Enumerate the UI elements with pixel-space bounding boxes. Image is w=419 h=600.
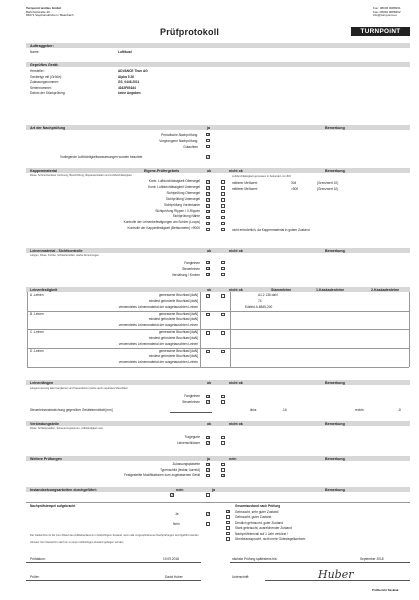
- gesamt-item-5: Überbeanssprucht, nicht mehr Gütesiegelkonform: [235, 537, 306, 541]
- art-periodisch-checkbox[interactable]: [206, 133, 210, 137]
- naechste-pruefung-value: September 2018: [360, 557, 384, 561]
- verbindung-cb-0-ok[interactable]: [206, 436, 210, 440]
- festigkeit-a-row-0: gemessene Bruchlast [daN]: [158, 293, 198, 297]
- festigkeit-col-kaskade2: 2.Kaskadenleine: [371, 287, 400, 292]
- laengen-fang: Fangleinen: [184, 394, 200, 398]
- festigkeit-d-ok[interactable]: [206, 350, 210, 354]
- instand-nein-label: nein: [176, 487, 184, 492]
- kappen-cb-2-nok[interactable]: [221, 192, 225, 196]
- verbindung-cb-1-nok[interactable]: [221, 441, 225, 445]
- gesamt-cb-3[interactable]: [226, 526, 230, 530]
- laengen-steuer-label: Steuerleinenabweichung gegenüber Gerätekennblatt [mm]: [30, 408, 113, 412]
- contact-fax: Fax: 08036 9088362: [373, 9, 401, 14]
- kappen-remark-1-grenz: (Grenzwert 10): [317, 187, 339, 191]
- art-vorgezogen: Vorgezogene Nachprüfung:: [159, 139, 198, 143]
- leinen-sicht-cb-2-nok[interactable]: [221, 273, 225, 277]
- art-bar: [26, 125, 410, 130]
- zulassung-value: GS_0446.2011: [118, 80, 140, 84]
- hersteller-value: ADVANCE Thun AG: [118, 69, 148, 73]
- geraet-heading: Geprüftes Gerät:: [30, 62, 59, 67]
- laengen-nichtok-header: nicht ok: [229, 380, 243, 385]
- instand-ja-label: ja: [212, 487, 215, 492]
- stempel-ja-label: Ja: [175, 512, 179, 516]
- verbindung-bemerkung-header: Bemerkung: [325, 421, 345, 426]
- art-heading: Art der Nachprüfung: [30, 125, 66, 130]
- festigkeit-a-row-1: mindest geforderte Bruchlast [daN]: [148, 298, 198, 303]
- geraet-labels: [30, 69, 65, 97]
- festigkeit-a-nok[interactable]: [221, 294, 225, 298]
- naechste-pruefung-label: nächste Prüfung spätestens bis:: [232, 557, 278, 561]
- leinen-sicht-bemerkung-header: Bemerkung: [325, 248, 345, 253]
- festigkeit-a-min: 74: [258, 299, 262, 303]
- serien-value: 4162F69184: [118, 85, 136, 90]
- company-name: Turnpoint textiles GmbH: [26, 6, 61, 10]
- kappen-cb-6-ok[interactable]: [206, 216, 210, 220]
- kappen-items: [30, 179, 200, 232]
- leinen-sicht-vernaehung: Vernähung / Knoten: [171, 273, 200, 277]
- festigkeit-heading: Leinenfestigkeit: [30, 287, 58, 292]
- gesamt-item-2: Deutlich gebraucht, guter Zustand: [235, 520, 284, 525]
- kappen-cb-1-nok[interactable]: [221, 186, 225, 190]
- kappen-item-4: Sichtprüfung Vorderkante: [164, 202, 200, 207]
- kappen-cb-7-nok[interactable]: [221, 222, 225, 226]
- auftraggeber-bar: [26, 43, 410, 48]
- kappen-col-header: Eigene-Prüfergebnis: [144, 168, 180, 173]
- verbindung-nichtok-header: nicht ok: [229, 421, 243, 426]
- gesamt-cb-0[interactable]: [226, 510, 230, 514]
- company-street: Bahnhofstraße 40: [26, 9, 50, 14]
- festigkeit-d-rows: [60, 349, 198, 366]
- kappen-remark-0-value: 304: [291, 181, 297, 185]
- art-note-checkbox[interactable]: [206, 155, 210, 159]
- verbindung-sub: Risse, Schleissstellen, Scheuerungsspuren, vollständigkeit usw.: [30, 427, 104, 430]
- kappen-item-5: Sichtprüfung Rippen / V-Rippen: [155, 208, 200, 213]
- weitere-plakette: Zulassungsplakette: [172, 462, 200, 466]
- kappen-cb-3-ok[interactable]: [206, 198, 210, 202]
- kappen-item-0: Kontr. Luftdurchlässigkeit Obersegel: [148, 179, 200, 183]
- datum-stueck-value: keine Angaben: [118, 91, 141, 95]
- kappen-cb-1-ok[interactable]: [206, 186, 210, 190]
- gesamt-items: [235, 510, 305, 543]
- kappen-remark-title: Luftdurchlässigkeit gemessen in Sekunden mit JDC: [232, 175, 292, 178]
- kappen-cb-8-ok[interactable]: [206, 228, 210, 232]
- doc-name: Prüfbericht Desktak: [372, 588, 399, 592]
- festigkeit-a-material: Edelrid A-8845-200: [245, 305, 273, 309]
- leinen-sicht-cb-1-nok[interactable]: [221, 267, 225, 271]
- weitere-ja-header: ja: [207, 456, 210, 461]
- leinen-sicht-cb-2-ok[interactable]: [206, 273, 210, 277]
- instand-nein-checkbox[interactable]: [170, 493, 174, 497]
- laengen-rechts-label: rechts: [355, 408, 364, 412]
- laengen-steuer: Steuerleinen: [182, 399, 200, 404]
- verbindung-items: [60, 435, 200, 446]
- kappen-cb-5-nok[interactable]: [221, 210, 225, 214]
- gesamt-heading: Gesamtzustand nach Prüfung: [235, 504, 281, 508]
- festigkeit-b-rows: [60, 312, 198, 329]
- pruefer-label: Prüfer:: [30, 575, 40, 579]
- festigkeit-a-ok[interactable]: [206, 294, 210, 298]
- kappen-item-8: Kontrolle der Kappenfestigkeit (Bettsometer) >9000: [127, 226, 200, 231]
- auftraggeber-heading: Auftraggeber:: [30, 43, 54, 48]
- festigkeit-c-row-1: mindest geforderte Bruchlast [daN]: [148, 335, 198, 340]
- weitere-cb-0-ja[interactable]: [206, 463, 210, 467]
- weitere-nein-header: nein: [229, 456, 237, 461]
- kappen-nichtok-header: nicht ok: [229, 168, 243, 173]
- leinen-sicht-sub: Längen, Risse, Knicke, Schlaufenstiller, starke Abnutzungen: [30, 254, 100, 257]
- art-note: Vorliegende Lufttüchtigkeitsanweisungen wurden beachtet: [60, 155, 143, 159]
- kappen-heading: Kappenmaterial: [30, 168, 57, 173]
- signature: Huber: [318, 568, 354, 581]
- laengen-heading: Leinenlängen: [30, 380, 54, 385]
- festigkeit-d-nok[interactable]: [221, 350, 225, 354]
- art-ja-header: ja: [207, 125, 210, 130]
- weitere-cb-1-ja[interactable]: [206, 468, 210, 472]
- kappen-cb-0-nok[interactable]: [221, 180, 225, 184]
- weitere-cb-2-ja[interactable]: [206, 474, 210, 478]
- art-vorgezogen-checkbox[interactable]: [206, 139, 210, 143]
- laengen-items: [60, 394, 200, 405]
- verbindung-ok-header: ok: [207, 421, 212, 426]
- weitere-cb-2-nein[interactable]: [221, 474, 225, 478]
- zulassung-label: Zulassungsnummer:: [30, 80, 59, 84]
- laengen-sub: Längenmessung aller Fangleinen und Steuerleinen (siehe auch separates Messblatt): [30, 387, 128, 390]
- festigkeit-c-ok[interactable]: [206, 331, 210, 335]
- laengen-bemerkung-header: Bemerkung: [325, 380, 345, 385]
- laengen-cb-1-nok[interactable]: [221, 400, 225, 404]
- instand-heading: Instandsetzungsarbeiten durchgeführt:: [30, 487, 97, 492]
- stempel-nein-label: Nein: [173, 522, 180, 526]
- festigkeit-b-nok[interactable]: [221, 313, 225, 317]
- company-city: 83071 Stephanskirchen / Baierbach: [26, 13, 74, 18]
- kappen-remark-1-value: >500: [291, 187, 299, 191]
- leinen-sicht-heading: Leinenmaterial - Sichtkontrolle: [30, 248, 83, 253]
- kappen-cb-0-ok[interactable]: [206, 180, 210, 184]
- kappen-cb-3-nok[interactable]: [221, 198, 225, 202]
- instand-bar: [26, 487, 410, 492]
- art-periodisch: Periodische-Nachprüfung:: [161, 133, 198, 137]
- festigkeit-bar: [26, 287, 410, 292]
- leinen-sicht-ok-header: ok: [207, 248, 212, 253]
- kappen-item-7: Kontrolle der Leinenbefestigungen am Schirm (Loops): [123, 220, 200, 225]
- kappen-cb-8-nok[interactable]: [221, 228, 225, 232]
- kappen-item-3: Sichtprüfung Untersegel: [165, 196, 200, 201]
- pruefdatum-value: 19.09.2018: [163, 557, 179, 561]
- kappen-remark-0-grenz: (Grenzwert 10): [317, 181, 339, 185]
- laengen-links-value: -16: [282, 408, 287, 412]
- leinen-sicht-items: [60, 260, 200, 278]
- festigkeit-d-row-2: verwendetes Leinenmaterial der ausgetauschten Leinen: [118, 360, 198, 365]
- stempel-nein-checkbox[interactable]: [206, 522, 210, 526]
- gesamt-item-4: Nachprüfintervall auf 1 Jahr verkürzt !: [235, 531, 288, 536]
- festigkeit-c-name: C -Leinen: [30, 330, 44, 334]
- kappen-item-2: Sichtprüfung Obersegel: [166, 190, 200, 195]
- festigkeit-c-row-2: verwendetes Leinenmaterial der ausgetauschten Leinen: [118, 341, 198, 346]
- kappen-bemerkung-header: Bemerkung: [325, 168, 345, 173]
- laengen-cb-0-ok[interactable]: [206, 395, 210, 399]
- turnpoint-logo: TURNPOiNT: [351, 27, 410, 36]
- name-label: Name:: [30, 50, 40, 54]
- art-bemerkung-header: Bemerkung: [325, 125, 345, 130]
- datum-stueck-label: Datum der Stückprüfung:: [30, 91, 66, 95]
- leinen-sicht-bar: [26, 248, 410, 253]
- kappen-item-6: Sichtprüfung Nähte: [172, 214, 200, 219]
- verbindung-bar: [26, 421, 410, 426]
- gesamt-item-0: Gebraucht, sehr guter Zustand: [235, 509, 279, 514]
- leinen-sicht-cb-0-ok[interactable]: [206, 261, 210, 265]
- festigkeit-d-name: D -Leinen: [30, 348, 44, 353]
- instand-bemerkung-header: Bemerkung: [325, 487, 345, 492]
- kappen-cb-2-ok[interactable]: [206, 192, 210, 196]
- geraetetyp-value: Alpha 5 26: [118, 74, 134, 79]
- kappen-cb-4-ok[interactable]: [206, 204, 210, 208]
- weitere-bar: [26, 456, 410, 461]
- verbindung-leinenschloesser: Leinenschlösser: [176, 440, 200, 445]
- festigkeit-b-ok[interactable]: [206, 313, 210, 317]
- festigkeit-b-name: B -Leinen: [30, 311, 44, 316]
- festigkeit-d-row-0: gemessene Bruchlast [daN]: [158, 348, 198, 353]
- serien-label: Seriennummer:: [30, 85, 52, 90]
- gesamt-item-1: Gebraucht, guter Zustand: [235, 515, 272, 519]
- pruefer-value: David Huber: [165, 575, 183, 579]
- kappen-item-1: Kontr. Luftdurchlässigkeit Untersegel: [148, 184, 200, 189]
- company-address: [26, 7, 74, 18]
- festigkeit-d-row-1: mindest geforderte Bruchlast [daN]: [148, 354, 198, 359]
- weitere-cb-1-nein[interactable]: [221, 468, 225, 472]
- kappen-bar: [26, 168, 410, 173]
- hersteller-label: Hersteller:: [30, 69, 45, 73]
- verbindung-cb-0-nok[interactable]: [221, 436, 225, 440]
- laengen-cb-1-ok[interactable]: [206, 400, 210, 404]
- festigkeit-a-rows: [60, 293, 198, 310]
- festigkeit-b-row-1: mindest geforderte Bruchlast [daN]: [148, 317, 198, 322]
- leinen-sicht-cb-1-ok[interactable]: [206, 267, 210, 271]
- gesamt-item-3: Stark gebraucht, ausreichender Zustand: [235, 526, 292, 530]
- kappen-sub: Risse, Schmutzeinlass, Dehnung, Beschriftung, Reparaturstellen und Luftdurchlässigkeit: [30, 174, 132, 177]
- laengen-bar: [26, 380, 410, 385]
- kappen-cb-4-nok[interactable]: [221, 204, 225, 208]
- leinen-sicht-steuer: Steuerleinen: [182, 267, 200, 271]
- weitere-cb-0-nein[interactable]: [221, 463, 225, 467]
- company-contact: [373, 7, 401, 18]
- laengen-links-label: links: [250, 408, 257, 412]
- weitere-heading: Weitere Prüfungen: [30, 456, 62, 461]
- festigkeit-col-stamm: Stammleine: [271, 287, 292, 292]
- instand-ja-checkbox[interactable]: [206, 493, 210, 497]
- kappen-ok-header: ok: [207, 168, 212, 173]
- festigkeit-a-row-2: verwendetes Leinenmaterial der ausgetauschten Leinen: [118, 304, 198, 309]
- laengen-ok-header: ok: [207, 380, 212, 385]
- stempel-note: Der Gleitschirm ist bis zum Ablauf des Aufkleberdatums in lufttüchtigem Zustand, wenn alle vorgeschriebenen Nachprüfungen durchgeführt werden: [30, 534, 199, 537]
- contact-phone: Fon: 08036 9088361: [373, 6, 401, 10]
- art-gutachten: Gutachten: [183, 145, 198, 149]
- leinen-sicht-nichtok-header: nicht ok: [229, 248, 243, 253]
- verbindung-heading: Verbindungsteile: [30, 421, 59, 426]
- festigkeit-ok-header: ok: [207, 287, 212, 292]
- art-gutachten-checkbox[interactable]: [206, 145, 210, 149]
- gesamt-cb-1[interactable]: [226, 515, 230, 519]
- festigkeit-nichtok-header: nicht ok: [229, 287, 243, 292]
- weitere-bemerkung-header: Bemerkung: [325, 456, 345, 461]
- festigkeit-col-kaskade1: 1.Kaskadenleine: [316, 287, 345, 292]
- page-title: Prüfprotokoll: [160, 27, 220, 37]
- weitere-modifikationen: Festgestellte Modifikationen zum zugelassenen Gerät: [124, 473, 200, 477]
- gesamt-cb-2[interactable]: [226, 521, 230, 525]
- kappen-cb-6-nok[interactable]: [221, 216, 225, 220]
- kappen-remark-1-label: mittlerer Meßwert:: [232, 187, 258, 191]
- name-value: Luftikus#: [118, 50, 133, 54]
- festigkeit-c-nok[interactable]: [221, 331, 225, 335]
- festigkeit-b-row-2: verwendetes Leinenmaterial der ausgetauschten Leinen: [118, 323, 198, 328]
- leinen-sicht-cb-0-nok[interactable]: [221, 261, 225, 265]
- verbindung-cb-1-ok[interactable]: [206, 441, 210, 445]
- laengen-rechts-value: -8: [398, 408, 401, 412]
- geraet-bar: [26, 62, 410, 67]
- leinen-sicht-fang: Fangleinen: [184, 261, 200, 265]
- kappen-cb-5-ok[interactable]: [206, 210, 210, 214]
- stempel-note2: Hinweis: Der Gleitschirm darf nur in einem lufttüchtigen Zustand geflogen werden: [30, 541, 124, 544]
- art-items: [60, 132, 198, 150]
- geraet-values: [118, 69, 148, 97]
- gesamt-cb-4[interactable]: [226, 532, 230, 536]
- weitere-typenschild: Typenschild (lesbar, korrekt): [160, 467, 200, 472]
- contact-email: info@turnpoint.eu: [373, 13, 397, 18]
- stempel-ja-checkbox[interactable]: [206, 512, 210, 516]
- verbindung-tragegurte: Tragegurte: [184, 435, 200, 439]
- festigkeit-c-row-0: gemessene Bruchlast [daN]: [158, 330, 198, 334]
- festigkeit-a-name: A -Leinen: [30, 293, 44, 297]
- gesamt-cb-5[interactable]: [226, 537, 230, 541]
- kappen-cb-7-ok[interactable]: [206, 222, 210, 226]
- weitere-items: [40, 462, 200, 479]
- kappen-remark-0-label: mittlerer Meßwert:: [232, 181, 258, 185]
- festigkeit-a-stamm: A1.2 136 daN: [258, 293, 278, 297]
- kappen-last-remark: nicht erforderlich, da Kappenmaterial in gutem Zustand: [232, 228, 310, 232]
- festigkeit-c-rows: [60, 330, 198, 347]
- festigkeit-b-row-0: gemessene Bruchlast [daN]: [158, 311, 198, 316]
- unterschrift-label: Unterschrift:: [232, 575, 250, 579]
- geraetetyp-label: Gerätetyp mit (Größe):: [30, 74, 63, 79]
- pruefdatum-label: Prüfdatum:: [30, 557, 46, 561]
- stempel-heading: Nachprüfstempel aufgebracht: [30, 504, 76, 508]
- laengen-cb-0-nok[interactable]: [221, 395, 225, 399]
